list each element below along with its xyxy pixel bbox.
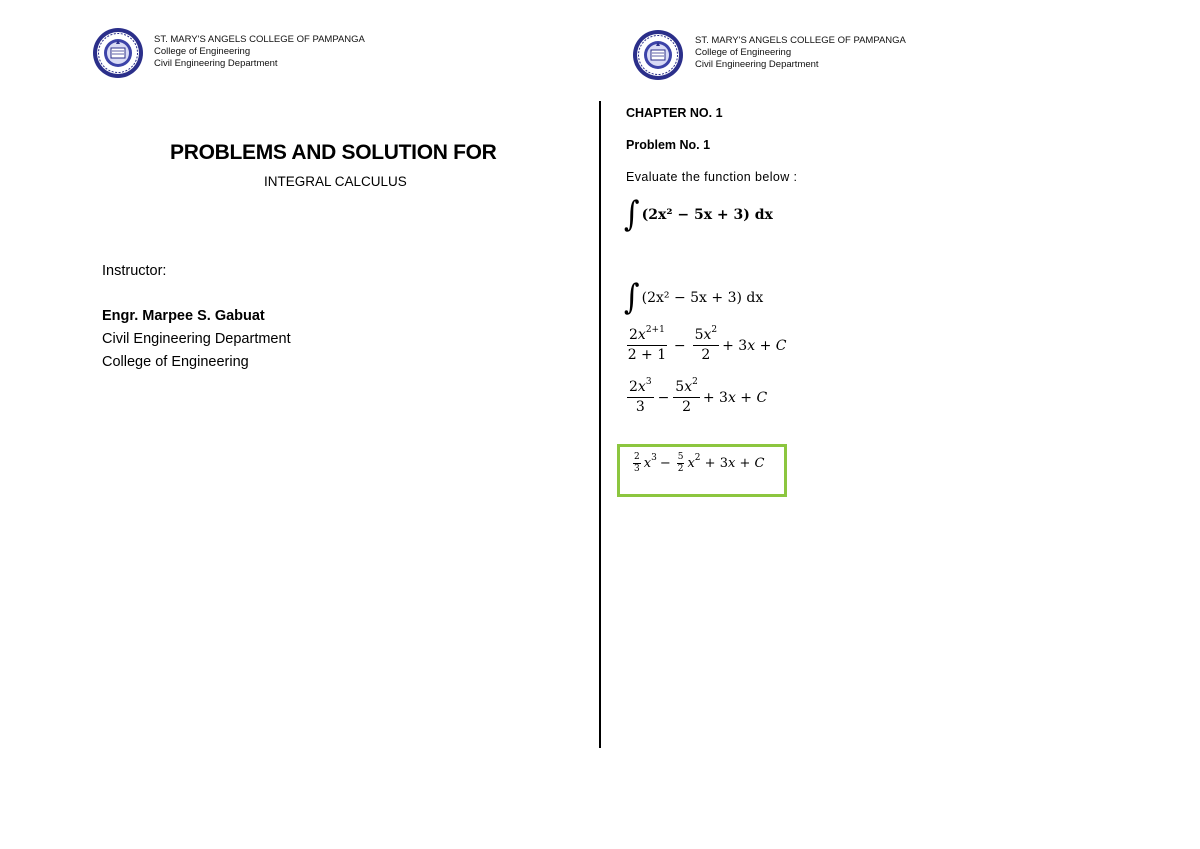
school-seal-left — [92, 27, 144, 84]
cover-subtitle: INTEGRAL CALCULUS — [264, 174, 407, 189]
school-header-left — [154, 34, 365, 70]
fraction: $\frac{5x^2}{2}$ — [694, 325, 718, 363]
instructor-block — [102, 305, 291, 374]
school-name: ST. MARY'S ANGELS COLLEGE OF PAMPANGA — [695, 35, 906, 46]
integral-sign-icon: ∫ — [624, 194, 640, 235]
instructor-label: Instructor: — [102, 263, 167, 279]
school-seal-icon — [632, 29, 684, 81]
integral-sign-icon: ∫ — [624, 277, 640, 318]
fraction: $\frac{5x^2}{2}$ — [675, 377, 698, 415]
school-seal-icon — [92, 27, 144, 79]
school-seal-right — [632, 29, 684, 86]
problem-integral — [624, 194, 773, 235]
department-name: Civil Engineering Department — [154, 58, 278, 69]
solution-step-2: $\frac{2x^{2+1}}{2 + 1}$ − $\frac{5x^2}{2}$ + 3x + C — [627, 325, 787, 363]
school-name: ST. MARY'S ANGELS COLLEGE OF PAMPANGA — [154, 34, 365, 45]
college-name: College of Engineering — [154, 46, 251, 57]
solution-step-3: $\frac{2x^3}{3}$ − $\frac{5x^2}{2}$ + 3x + C — [629, 377, 768, 415]
department-name: Civil Engineering Department — [695, 59, 819, 70]
fraction: $\frac{5}{2}$ — [677, 452, 684, 474]
instructor-department: Civil Engineering Department — [102, 331, 291, 347]
college-name: College of Engineering — [695, 47, 792, 58]
instructor-college: College of Engineering — [102, 354, 249, 370]
step1-integrand: (2x² − 5x + 3) dx — [641, 290, 764, 306]
fraction: $\frac{2x^3}{3}$ — [629, 377, 652, 415]
cover-title: PROBLEMS AND SOLUTION FOR — [170, 141, 497, 164]
chapter-heading: CHAPTER NO. 1 — [626, 106, 723, 120]
solution-step-1 — [624, 277, 764, 318]
problem-integrand: (2x² − 5x + 3) dx — [641, 207, 773, 223]
instructor-name: Engr. Marpee S. Gabuat — [102, 308, 265, 324]
fraction: $\frac{2x^{2+1}}{2 + 1}$ — [627, 325, 667, 363]
page-divider — [599, 101, 601, 748]
final-answer: $\frac{2}{3}$ $x^3$ − $\frac{5}{2}$ $x^2 + 3x + C$ — [634, 452, 765, 474]
fraction: $\frac{2}{3}$ — [634, 452, 640, 474]
school-header-right — [695, 35, 906, 71]
problem-number: Problem No. 1 — [626, 138, 711, 152]
problem-prompt: Evaluate the function below : — [626, 170, 798, 184]
